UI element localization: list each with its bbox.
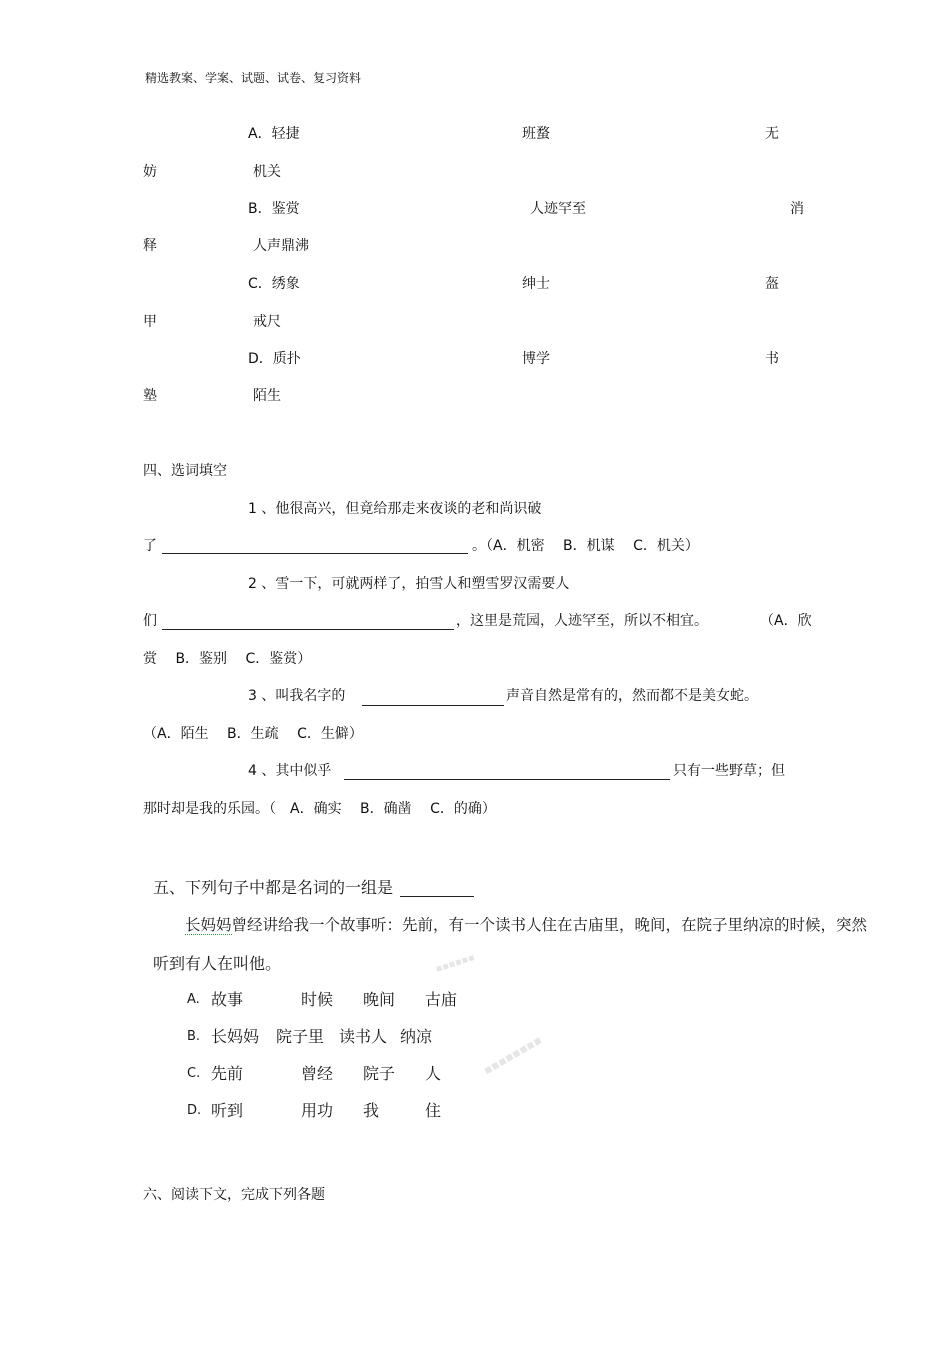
q3-options: （A．陌生 B．生疏 C．生僻）: [143, 726, 363, 742]
q2-blank[interactable]: [162, 629, 454, 630]
option-b-word-1: B．鉴赏: [248, 201, 300, 217]
option-b-word-3-part1: 消: [790, 201, 804, 217]
section-6-title: 六、阅读下文，完成下列各题: [143, 1187, 325, 1203]
passage-text: 曾经讲给我一个故事听：先前，有一个读书人住在古庙里，晚间，在院子里纳凉的时候，突然: [231, 916, 868, 934]
passage-line-2: 听到有人在叫他。: [153, 954, 282, 973]
option-c-word-3-part2: 甲: [143, 314, 157, 330]
choice-a-label: A.: [187, 992, 200, 1007]
q3-blank[interactable]: [362, 705, 504, 706]
choice-c-word-2: 曾经: [301, 1064, 334, 1083]
choice-b-word-2: 院子里: [276, 1027, 325, 1046]
option-d-word-1: D．质扑: [248, 351, 301, 367]
option-c-word-2: 绅士: [522, 276, 550, 292]
choice-c-label: C.: [187, 1066, 201, 1081]
section-4-title: 四、选词填空: [143, 463, 227, 479]
choice-a-word-1: 故事: [211, 990, 244, 1009]
section-5-blank[interactable]: [400, 896, 474, 897]
option-c-word-3-part1: 盔: [765, 276, 779, 292]
option-b-word-2: 人迹罕至: [530, 201, 586, 217]
q2-options: 赏 B．鉴别 C．鉴赏）: [143, 651, 312, 667]
q4-suffix: 只有一些野草；但: [673, 763, 785, 779]
choice-a-word-3: 晚间: [363, 990, 396, 1009]
option-b-word-4: 人声鼎沸: [253, 238, 309, 254]
choice-a-word-2: 时候: [301, 990, 334, 1009]
choice-d-word-2: 用功: [301, 1101, 334, 1120]
choice-d-word-4: 住: [425, 1101, 442, 1120]
option-b-word-3-part2: 释: [143, 238, 157, 254]
choice-b-label: B.: [187, 1029, 201, 1044]
q4-prefix: 4 、其中似乎: [248, 763, 332, 779]
choice-d-word-1: 听到: [211, 1101, 244, 1120]
q4-blank[interactable]: [344, 779, 670, 780]
choice-d-label: D.: [187, 1103, 202, 1118]
passage-line-1: [185, 918, 867, 934]
option-c-word-4: 戒尺: [253, 314, 281, 330]
q2-option-a: （A．欣: [760, 613, 812, 629]
option-a-word-1: A．轻捷: [248, 126, 300, 142]
choice-c-word-1: 先前: [211, 1064, 244, 1083]
choice-a-word-4: 古庙: [425, 990, 458, 1009]
option-a-word-2: 班蝥: [522, 126, 550, 142]
option-d-word-3-part1: 书: [765, 351, 779, 367]
choice-c-word-3: 院子: [363, 1064, 396, 1083]
option-d-word-3-part2: 塾: [143, 388, 157, 404]
watermark-text: ▪▪▪▪▪▪: [434, 951, 477, 976]
choice-b-word-4: 纳凉: [400, 1027, 433, 1046]
q2-suffix: ，这里是荒园，人迹罕至，所以不相宜。: [456, 613, 708, 629]
q3-suffix: 声音自然是常有的，然而都不是美女蛇。: [506, 688, 758, 704]
choice-b-word-1: 长妈妈: [211, 1027, 260, 1046]
option-c-word-1: C．绣象: [248, 276, 300, 292]
choice-b-word-3: 读书人: [339, 1027, 388, 1046]
q4-options: 那时却是我的乐园。（ A．确实 B．确凿 C．的确）: [143, 801, 496, 817]
passage-name: 长妈妈: [185, 916, 232, 934]
q2-prefix: 们: [143, 613, 157, 629]
option-a-word-3-part1: 无: [765, 126, 779, 142]
q1-blank[interactable]: [162, 553, 468, 554]
q1-line-1: 1 、他很高兴，但竟给那走来夜谈的老和尚识破: [248, 501, 542, 517]
choice-d-word-3: 我: [363, 1101, 380, 1120]
q3-prefix: 3 、叫我名字的: [248, 688, 346, 704]
option-d-word-4: 陌生: [253, 388, 281, 404]
q1-options: 。（A．机密 B．机谋 C．机关）: [472, 538, 699, 554]
page-header: 精选教案、学案、试题、试卷、复习资料: [145, 71, 362, 85]
q2-line-1: 2 、雪一下，可就两样了，拍雪人和塑雪罗汉需要人: [248, 576, 570, 592]
q1-prefix: 了: [143, 538, 157, 554]
option-a-word-4: 机关: [253, 164, 281, 180]
choice-c-word-4: 人: [425, 1064, 442, 1083]
option-a-word-3-part2: 妨: [143, 164, 157, 180]
section-5-title: 五、下列句子中都是名词的一组是: [153, 878, 394, 897]
option-d-word-2: 博学: [522, 351, 550, 367]
watermark-text: ▪▪▪▪▪▪▪▪: [480, 1032, 545, 1078]
